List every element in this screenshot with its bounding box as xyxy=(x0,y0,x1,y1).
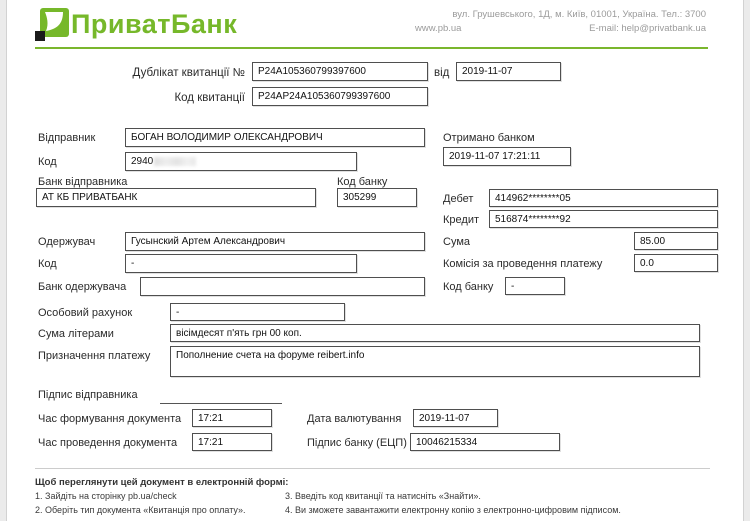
bank-signature-field[interactable]: 10046215334 xyxy=(410,433,560,451)
sender-label: Відправник xyxy=(38,132,96,144)
sender-bank-field[interactable]: АТ КБ ПРИВАТБАНК xyxy=(36,188,316,207)
footer-step-2: 2. Оберіть тип документа «Квитанція про оплату». xyxy=(35,505,246,515)
privatbank-logo-text: ПриватБанк xyxy=(71,9,238,39)
value-date-label: Дата валютування xyxy=(307,413,402,425)
sender-name-field[interactable]: БОГАН ВОЛОДИМИР ОЛЕКСАНДРОВИЧ xyxy=(125,128,425,147)
recipient-bank-code-field[interactable]: - xyxy=(505,277,565,295)
duplicate-receipt-label: Дублікат квитанції № xyxy=(132,67,245,79)
time-processed-field[interactable]: 17:21 xyxy=(192,433,272,451)
recipient-label: Одержувач xyxy=(38,236,96,248)
page-gutter-right xyxy=(743,0,750,521)
footer-step-4: 4. Ви зможете завантажити електронну копію з електронно-цифровим підписом. xyxy=(285,505,621,515)
received-datetime-field[interactable]: 2019-11-07 17:21:11 xyxy=(443,147,571,166)
value-date-field[interactable]: 2019-11-07 xyxy=(413,409,498,427)
payment-purpose-label: Призначення платежу xyxy=(38,350,151,362)
fee-field[interactable]: 0.0 xyxy=(634,254,718,272)
receipt-code-label: Код квитанції xyxy=(174,92,245,104)
debit-card-field[interactable]: 414962********05 xyxy=(489,189,718,207)
privatbank-logo-icon xyxy=(34,7,70,43)
sender-bank-label: Банк відправника xyxy=(38,176,128,188)
sender-signature-line xyxy=(160,403,282,404)
sender-code-field[interactable] xyxy=(125,152,357,171)
debit-label: Дебет xyxy=(443,193,474,205)
received-by-bank-label: Отримано банком xyxy=(443,132,535,144)
time-created-label: Час формування документа xyxy=(38,413,182,425)
time-created-field[interactable]: 17:21 xyxy=(192,409,272,427)
sum-field[interactable]: 85.00 xyxy=(634,232,718,250)
recipient-name-field[interactable]: Гусынский Артем Александрович xyxy=(125,232,425,251)
personal-account-field[interactable]: - xyxy=(170,303,345,321)
sender-bank-code-field[interactable]: 305299 xyxy=(337,188,417,207)
bank-address: вул. Грушевського, 1Д, м. Київ, 01001, Україна. Тел.: 3700 xyxy=(452,9,706,20)
sender-signature-label: Підпис відправника xyxy=(38,389,138,401)
credit-card-field[interactable]: 516874********92 xyxy=(489,210,718,228)
recipient-code-field[interactable]: - xyxy=(125,254,357,273)
recipient-bank-field[interactable] xyxy=(140,277,425,296)
sender-bank-code-label: Код банку xyxy=(337,176,388,188)
fee-label: Комісія за проведення платежу xyxy=(443,258,603,270)
personal-account-label: Особовий рахунок xyxy=(38,307,133,319)
footer-divider xyxy=(35,468,710,469)
recipient-bank-label: Банк одержувача xyxy=(38,281,127,293)
amount-words-label: Сума літерами xyxy=(38,328,114,340)
page-gutter-left xyxy=(0,0,7,521)
receipt-number-field[interactable]: P24A105360799397600 xyxy=(252,62,428,81)
bank-email-link[interactable]: E-mail: help@privatbank.ua xyxy=(589,23,706,34)
bank-signature-label: Підпис банку (ЕЦП) xyxy=(307,437,407,449)
header-divider xyxy=(35,47,708,49)
footer-heading: Щоб переглянути цей документ в електронній формі: xyxy=(35,477,289,488)
time-processed-label: Час проведення документа xyxy=(38,437,178,449)
amount-words-field[interactable]: вісімдесят п'ять грн 00 коп. xyxy=(170,324,700,342)
payment-purpose-field[interactable]: Пополнение счета на форуме reibert.info xyxy=(170,346,700,377)
sender-code-visible: 2940 xyxy=(131,156,154,167)
recipient-code-label: Код xyxy=(38,258,57,270)
sum-label: Сума xyxy=(443,236,471,248)
receipt-code-field[interactable]: P24AP24A105360799397600 xyxy=(252,87,428,106)
footer-step-1: 1. Зайдіть на сторінку pb.ua/check xyxy=(35,491,177,501)
recipient-bank-code-label: Код банку xyxy=(443,281,494,293)
from-date-label: від xyxy=(434,67,450,79)
credit-label: Кредит xyxy=(443,214,480,226)
sender-code-label: Код xyxy=(38,156,57,168)
footer-step-3: 3. Введіть код квитанції та натисніть «Знайти». xyxy=(285,491,481,501)
receipt-date-field[interactable]: 2019-11-07 xyxy=(456,62,561,81)
bank-website-link[interactable]: www.pb.ua xyxy=(415,23,462,34)
redacted-digits xyxy=(154,157,196,166)
